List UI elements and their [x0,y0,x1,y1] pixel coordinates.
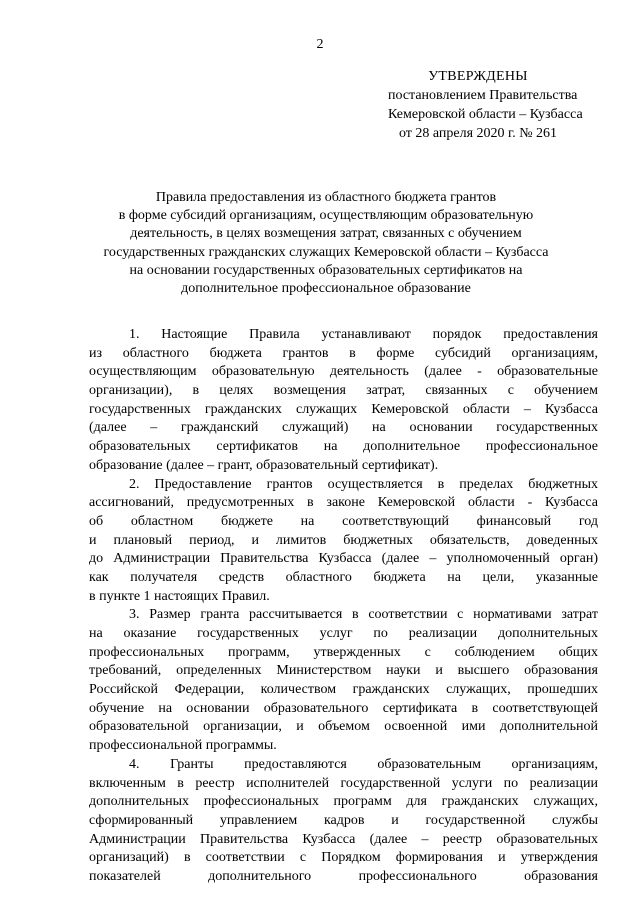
paragraph-3-line: на оказание государственных услуг по реализации дополнительных [89,626,598,641]
document-body [89,326,598,887]
paragraph-4-line: дополнительных профессиональных программ для гражданских служащих, [89,794,598,810]
paragraph-4-line: 4. Гранты предоставляются образовательным организациям, [129,756,598,772]
paragraph-2-line: в пункте 1 настоящих Правил. [89,588,270,604]
approval-line: от 28 апреля 2020 г. № 261 [398,126,558,141]
paragraph-3-line: Российской Федерации, количеством гражданских служащих, прошедших [89,682,598,698]
paragraph-1-line: организации), в целях возмещения затрат, связанных с обучением [89,383,598,399]
approval-line: Кемеровской области – Кузбасса [388,107,583,122]
paragraph-3-line: требований, определенных Министерством науки и высшего образования [89,663,598,679]
paragraph-1-line: из областного бюджета грантов в форме субсидий организациям, [89,345,598,361]
paragraph-1-line: образовательных сертификатов на дополнительное профессиональное [89,439,598,455]
title-line: деятельность, в целях возмещения затрат, связанных с обучением [130,226,522,242]
title-line: в форме субсидий организациям, осуществляющим образовательную [118,208,534,224]
paragraph-4-line: организаций) в соответствии с Порядком формирования и утверждения [89,850,598,866]
paragraph-4-line: сформированный управлением кадров и государственной службы [89,812,598,828]
paragraph-2-line: 2. Предоставление грантов осуществляется в пределах бюджетных [129,476,598,492]
paragraph-1-line: государственных гражданских служащих Кемеровской области – Кузбасса [89,401,598,417]
paragraph-2-line: и плановый период, и лимитов бюджетных обязательств, доведенных [89,532,598,548]
paragraph-3-line: 3. Размер гранта рассчитывается в соответствии с нормативами затрат [129,607,598,623]
paragraph-1-line: осуществляющим образовательную деятельность (далее - образовательные [89,364,598,380]
document-title [62,189,590,298]
approval-stamp [388,67,583,143]
paragraph-4-line: включенным в реестр исполнителей государственной услуги по реализации [89,775,598,791]
paragraph-1-line: (далее – гражданский служащий) на основании государственных [89,420,598,436]
paragraph-2-line: до Администрации Правительства Кузбасса (далее – уполномоченный орган) [89,551,598,567]
title-line: дополнительное профессиональное образование [181,281,471,297]
paragraph-1-line: 1. Настоящие Правила устанавливают порядок предоставления [129,327,598,342]
paragraph-4-line: Администрации Правительства Кузбасса (далее – реестр образовательных [89,831,598,847]
paragraph-2-line: об областном бюджете на соответствующий финансовый год [89,513,598,529]
paragraph-3-line: профессиональных программ, утвержденных с соблюдением общих [89,644,598,660]
paragraph-2-line: как получателя средств областного бюджета на цели, указанные [89,569,598,585]
paragraph-3-line: профессиональной программы. [89,738,277,754]
paragraph-1-line: образование (далее – грант, образовательный сертификат). [89,457,439,473]
approval-line: УТВЕРЖДЕНЫ [428,69,528,84]
paragraph-3-line: образовательной организации, и объемом освоенной ими дополнительной [89,719,598,735]
page-number: 2 [316,37,324,52]
paragraph-3-line: обучение на основании образовательного сертификата в соответствующей [89,700,598,716]
paragraph-4-line: показателей дополнительного профессионального образования [89,868,598,884]
title-line: на основании государственных образовательных сертификатов на [129,262,523,278]
title-line: государственных гражданских служащих Кемеровской области – Кузбасса [103,244,549,260]
paragraph-2-line: ассигнований, предусмотренных в законе Кемеровской области - Кузбасса [89,495,598,511]
approval-line: постановлением Правительства [388,88,578,103]
title-line: Правила предоставления из областного бюджета грантов [155,190,497,205]
